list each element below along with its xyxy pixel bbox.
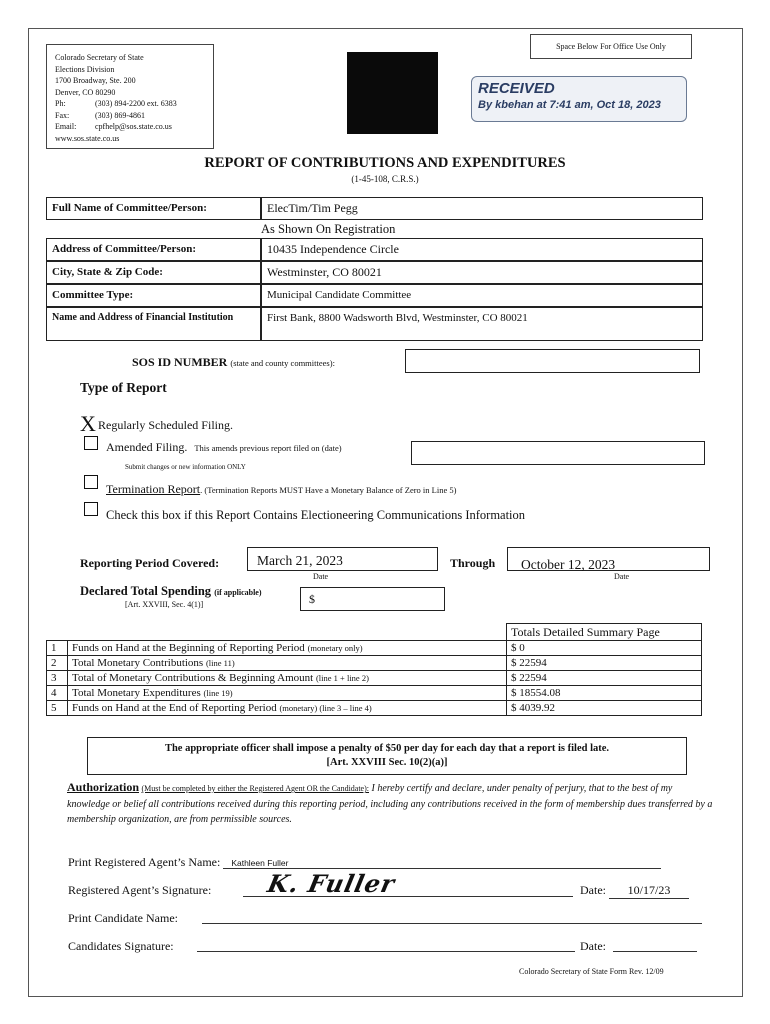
candidate-sig-field[interactable] — [197, 951, 575, 952]
table-row — [47, 671, 702, 686]
candidate-sig-label: Candidates Signature: — [68, 939, 174, 953]
page-title: REPORT OF CONTRIBUTIONS AND EXPENDITURES — [204, 155, 566, 171]
row-label-text: Funds on Hand at the End of Reporting Period — [72, 702, 277, 714]
agent-name-label: Print Registered Agent’s Name: — [68, 855, 221, 869]
period-from-date-caption: Date — [313, 572, 329, 581]
period-from-field[interactable]: March 21, 2023 — [247, 547, 438, 571]
table-row — [47, 701, 702, 716]
page-subtitle: (1-45-108, C.R.S.) — [351, 174, 419, 184]
city-field[interactable]: Westminster, CO 80021 — [261, 261, 703, 284]
row-label-text: Total of Monetary Contributions & Beginning Amount — [72, 672, 314, 684]
sos-id-note: (state and county committees): — [230, 358, 335, 368]
bank-field[interactable]: First Bank, 8800 Wadsworth Blvd, Westminster, CO 80021 — [261, 307, 703, 341]
row-label-text: Total Monetary Expenditures — [72, 687, 201, 699]
authorization-note: (Must be completed by either the Registered Agent OR the Candidate): — [141, 784, 369, 793]
agent-signature[interactable]: K. Fuller — [264, 869, 398, 898]
amended-filing-note: This amends previous report filed on (date) — [194, 443, 342, 453]
summary-header: Totals Detailed Summary Page — [507, 624, 702, 641]
table-row — [47, 686, 702, 701]
amended-filing-label: Amended Filing. — [106, 440, 188, 454]
row-note: (line 19) — [203, 688, 233, 698]
sos-id-row — [132, 355, 335, 370]
row-label — [68, 701, 507, 716]
row-note: (monetary only) — [307, 643, 363, 653]
notice-line-2: [Art. XXVIII Sec. 10(2)(a)] — [326, 757, 448, 768]
row-value[interactable]: $ 4039.92 — [507, 701, 702, 716]
phone-key: Ph: — [55, 99, 66, 108]
row-value[interactable]: $ 18554.08 — [507, 686, 702, 701]
agent-date-row — [580, 883, 689, 899]
stamp-title: RECEIVED — [478, 80, 555, 97]
termination-label: Termination Report — [106, 482, 201, 496]
address-field[interactable]: 10435 Independence Circle — [261, 238, 703, 261]
candidate-date-field[interactable] — [613, 951, 697, 952]
row-note: (monetary) (line 3 – line 4) — [279, 703, 372, 713]
stamp-detail: By kbehan at 7:41 am, Oct 18, 2023 — [478, 99, 661, 111]
fax-key: Fax: — [55, 110, 70, 120]
sos-id-label: SOS ID NUMBER — [132, 355, 228, 369]
authorization-text: I hereby certify and declare, under penalty of perjury, that to the best of my knowledge or belief all contributions received during this reporting period, including any contributions received in the form of membership dues transferred by a membership organization, are from permissible sources. — [67, 783, 713, 825]
city-label: City, State & Zip Code: — [46, 261, 261, 284]
row-value[interactable]: $ 22594 — [507, 656, 702, 671]
agent-name-field[interactable]: Kathleen Fuller — [223, 858, 661, 869]
notice-line-1: The appropriate officer shall impose a penalty of $50 per day for each day that a report is filed late. — [164, 743, 610, 754]
amended-date-input[interactable] — [411, 441, 705, 465]
authorization-block — [67, 780, 717, 828]
termination-checkbox[interactable] — [84, 475, 98, 489]
candidate-name-label: Print Candidate Name: — [68, 911, 178, 925]
late-penalty-notice — [87, 737, 687, 775]
website: www.sos.state.co.us — [55, 133, 120, 143]
period-to-date-caption: Date — [614, 572, 630, 581]
period-label: Reporting Period Covered: — [80, 556, 220, 570]
agent-date-label: Date: — [580, 883, 606, 897]
phone-value: (303) 894-2200 ext. 6383 — [95, 99, 177, 108]
spending-label: Declared Total Spending — [80, 584, 212, 598]
row-number: 2 — [47, 656, 68, 671]
row-label — [68, 656, 507, 671]
report-type-heading: Type of Report — [80, 380, 167, 395]
period-to-field[interactable]: October 12, 2023 — [507, 547, 710, 571]
candidate-name-field[interactable] — [202, 923, 702, 924]
email-key: Email: — [55, 122, 77, 131]
through-label: Through — [450, 556, 496, 570]
row-number: 5 — [47, 701, 68, 716]
spending-article: [Art. XXVIII, Sec. 4(1)] — [125, 600, 204, 609]
row-label-text: Total Monetary Contributions — [72, 657, 204, 669]
amended-filing-checkbox[interactable] — [84, 436, 98, 450]
agent-sig-label: Registered Agent’s Signature: — [68, 883, 212, 897]
address-line: Colorado Secretary of State — [55, 53, 144, 62]
electioneering-checkbox[interactable] — [84, 502, 98, 516]
row-note: (line 11) — [205, 658, 235, 668]
authorization-heading: Authorization — [67, 780, 139, 794]
amended-sub-note: Submit changes or new information ONLY — [125, 463, 246, 471]
row-value[interactable]: $ 22594 — [507, 671, 702, 686]
sos-id-input[interactable] — [405, 349, 700, 373]
regular-filing-label: Regularly Scheduled Filing. — [98, 418, 233, 432]
electioneering-label: Check this box if this Report Contains Electioneering Communications Information — [106, 508, 526, 522]
fax-value: (303) 869-4861 — [95, 110, 145, 120]
row-number: 3 — [47, 671, 68, 686]
bank-label: Name and Address of Financial Institution — [46, 307, 261, 341]
row-label-text: Funds on Hand at the Beginning of Reporting Period — [72, 642, 305, 654]
candidate-date-label: Date: — [580, 939, 606, 953]
spending-row — [80, 584, 262, 599]
row-number: 1 — [47, 641, 68, 656]
email-value: cpfhelp@sos.state.co.us — [95, 122, 172, 131]
summary-table — [46, 623, 702, 716]
as-shown-note: As Shown On Registration — [261, 222, 396, 236]
received-stamp — [471, 76, 687, 122]
table-row — [47, 656, 702, 671]
address-line: Denver, CO 80290 — [55, 87, 116, 97]
form-footer: Colorado Secretary of State Form Rev. 12/09 — [519, 967, 664, 976]
agent-date-field[interactable]: 10/17/23 — [609, 883, 689, 899]
sos-address-block — [46, 44, 214, 149]
amended-row — [106, 440, 342, 455]
office-use-label: Space Below For Office Use Only — [530, 34, 692, 59]
row-note: (line 1 + line 2) — [315, 673, 369, 683]
regular-filing-mark[interactable]: X — [80, 411, 96, 436]
address-label: Address of Committee/Person: — [46, 238, 261, 261]
spending-input[interactable]: $ — [300, 587, 445, 611]
row-value[interactable]: $ 0 — [507, 641, 702, 656]
spending-applicable: (if applicable) — [214, 588, 262, 597]
committee-type-field[interactable]: Municipal Candidate Committee — [261, 284, 703, 307]
row-number: 4 — [47, 686, 68, 701]
committee-name-label: Full Name of Committee/Person: — [46, 197, 261, 220]
agent-name-row — [68, 855, 688, 870]
address-line: Elections Division — [55, 64, 115, 74]
table-row — [47, 641, 702, 656]
row-label — [68, 671, 507, 686]
row-label — [68, 641, 507, 656]
row-label — [68, 686, 507, 701]
committee-name-field[interactable]: ElecTim/Tim Pegg — [261, 197, 703, 220]
address-line: 1700 Broadway, Ste. 200 — [55, 76, 136, 85]
termination-note: . (Termination Reports MUST Have a Monetary Balance of Zero in Line 5) — [200, 485, 457, 495]
termination-row — [106, 482, 456, 497]
committee-type-label: Committee Type: — [46, 284, 261, 307]
redaction-block — [347, 52, 438, 134]
